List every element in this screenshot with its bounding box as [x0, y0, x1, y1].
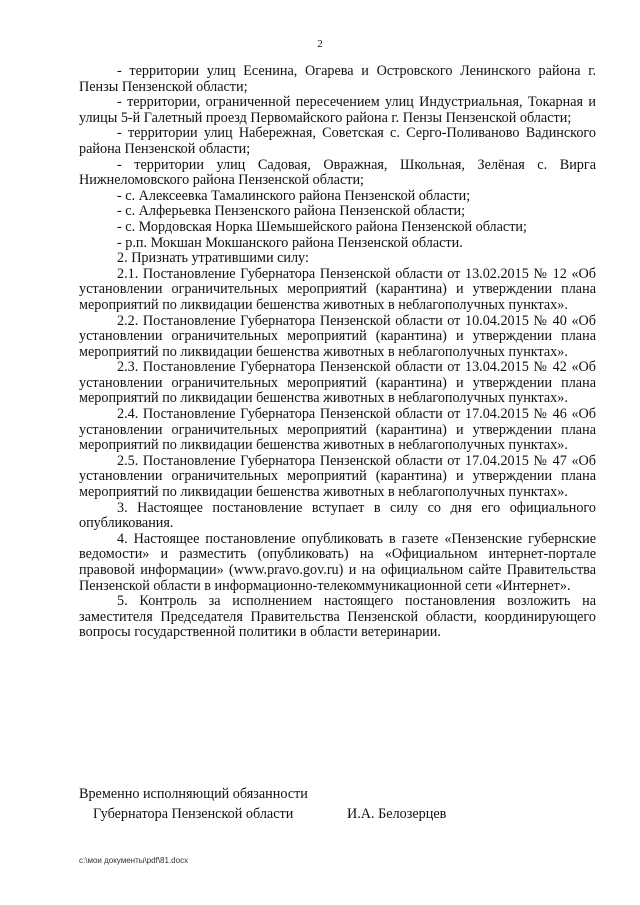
paragraph-item-2-1: 2.1. Постановление Губернатора Пензенской области от 13.02.2015 № 12 «Об установлении ограничительных мероприятий (карантина) и утверждении плана мероприятий по ликвидации бешенства животных в неблагополучных пунктах». — [79, 265, 596, 313]
paragraph-item-2-4: 2.4. Постановление Губернатора Пензенской области от 17.04.2015 № 46 «Об установлении ограничительных мероприятий (карантина) и утверждении плана мероприятий по ликвидации бешенства животных в неблагополучных пунктах». — [79, 406, 596, 454]
paragraph-item-2-3: 2.3. Постановление Губернатора Пензенской области от 13.04.2015 № 42 «Об установлении ограничительных мероприятий (карантина) и утверждении плана мероприятий по ликвидации бешенства животных в неблагополучных пунктах». — [79, 359, 596, 407]
signatory-name: И.А. Белозерцев — [347, 806, 447, 822]
paragraph-mokshan: - р.п. Мокшан Мокшанского района Пензенской области. — [117, 234, 463, 251]
paragraph-item-2-2: 2.2. Постановление Губернатора Пензенской области от 10.04.2015 № 40 «Об установлении ограничительных мероприятий (карантина) и утверждении плана мероприятий по ликвидации бешенства животных в неблагополучных пунктах». — [79, 312, 596, 360]
paragraph-territory-esenina: - территории улиц Есенина, Огарева и Островского Ленинского района г. Пензы Пензенской области; — [79, 63, 596, 95]
paragraph-item-4: 4. Настоящее постановление опубликовать в газете «Пензенские губернские ведомости» и разместить (опубликовать) на «Официальном интернет-портале правовой информации» (www.pravo.gov.ru) и на официальном сайте Правительства Пензенской области в информационно-телекоммуникационной сети «Интернет». — [79, 530, 596, 594]
paragraph-alferevka: - с. Алферьевка Пензенского района Пензенской области; — [117, 203, 466, 220]
paragraph-item-5: 5. Контроль за исполнением настоящего постановления возложить на заместителя Председателя Правительства Пензенской области, координирующего вопросы государственной политики в области ветеринарии. — [79, 593, 596, 641]
page-number: 2 — [317, 38, 323, 50]
paragraph-item-2: 2. Признать утратившими силу: — [117, 250, 309, 267]
document-body — [79, 64, 596, 641]
paragraph-item-2-5: 2.5. Постановление Губернатора Пензенской области от 17.04.2015 № 47 «Об установлении ограничительных мероприятий (карантина) и утверждении плана мероприятий по ликвидации бешенства животных в неблагополучных пунктах». — [79, 452, 596, 501]
paragraph-territory-naberezhnaya: - территории улиц Набережная, Советская с. Серго-Поливаново Вадинского района Пензенской области; — [79, 125, 596, 157]
signature-position-line2: Губернатора Пензенской области — [93, 806, 294, 822]
signature-block — [79, 784, 447, 824]
paragraph-territory-industrialnaya: - территории, ограниченной пересечением улиц Индустриальная, Токарная и улицы 5-й Галетный проезд Первомайского района г. Пензы Пензенской области; — [79, 94, 596, 126]
paragraph-item-3: 3. Настоящее постановление вступает в силу со дня его официального опубликования. — [79, 499, 596, 532]
signature-position-line1: Временно исполняющий обязанности — [79, 786, 308, 802]
paragraph-mordovskaya-norka: - с. Мордовская Норка Шемышейского района Пензенской области; — [117, 218, 527, 235]
paragraph-alekseevka: - с. Алексеевка Тамалинского района Пензенской области; — [117, 187, 471, 204]
footer-file-path: c:\мои документы\pdf\81.docx — [79, 856, 189, 865]
paragraph-territory-sadovaya: - территории улиц Садовая, Овражная, Школьная, Зелёная с. Вирга Нижнеломовского района Пензенской области; — [79, 156, 596, 189]
